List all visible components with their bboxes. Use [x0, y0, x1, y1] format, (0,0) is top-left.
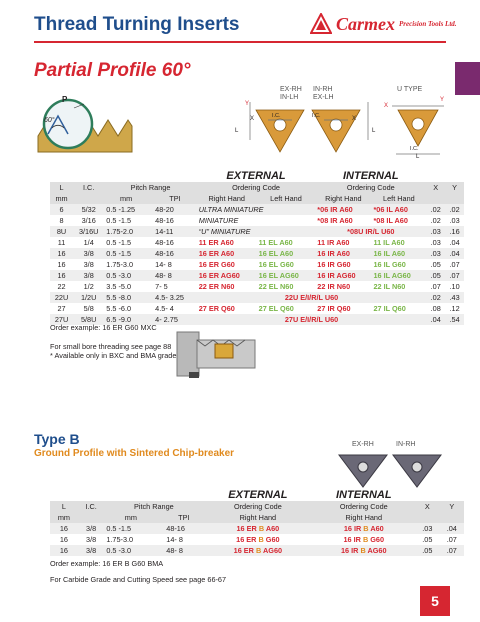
- table-row: [50, 270, 464, 281]
- code-suffix: G60: [263, 535, 280, 544]
- table-row: [50, 248, 464, 259]
- cell-spacer: [157, 545, 164, 556]
- sub-int-right: Right Hand: [325, 194, 362, 203]
- sub-ext-right: Right Hand: [208, 194, 245, 203]
- b-col-l: L: [61, 502, 66, 511]
- section-title-partial-profile: Partial Profile 60°: [34, 60, 191, 81]
- cell-ext-right: 27 ER Q60: [198, 304, 235, 313]
- b-sub-mm: mm: [57, 513, 71, 522]
- table-row: [50, 226, 464, 237]
- label-b-in-rh: IN-RH: [396, 441, 416, 448]
- cell-er-code: [203, 545, 312, 556]
- cell-l: 16: [59, 535, 68, 544]
- b-col-pitch: Pitch Range: [133, 502, 174, 511]
- col-pitch: Pitch Range: [130, 183, 171, 192]
- thread-profile-illustration: [34, 90, 134, 160]
- cell-ic: 1/4: [83, 238, 94, 247]
- cell-y: .12: [449, 304, 460, 313]
- header-rule: [34, 41, 446, 43]
- table-row: [50, 292, 464, 303]
- page-title: Thread Turning Inserts: [34, 14, 240, 35]
- table-row: [50, 534, 464, 545]
- cell-pitch-mm: 1.75-2.0: [106, 227, 134, 236]
- cell-ic: 3/8: [86, 546, 97, 555]
- cell-l: 8U: [56, 227, 67, 236]
- cell-ext-right: 22 ER N60: [198, 282, 235, 291]
- cell-ext-left: 22 EL N60: [258, 282, 294, 291]
- cell-int-left: *06 IL A60: [373, 205, 408, 214]
- cell-y: .07: [446, 535, 457, 544]
- label-ic-right: I.C.: [312, 113, 321, 119]
- cell-y: .03: [449, 216, 460, 225]
- cell-int-right: 22 IR N60: [317, 282, 351, 291]
- cell-ext-left: 27 EL Q60: [258, 304, 294, 313]
- cell-ext-int-code: 22U E/I/R/L U60: [284, 293, 339, 302]
- cell-spacer: [157, 534, 164, 545]
- cell-x: .02: [430, 216, 441, 225]
- code-suffix: A60: [368, 524, 384, 533]
- cell-int-right: 27 IR Q60: [317, 304, 351, 313]
- cell-int-code: *08U IR/L U60: [347, 227, 395, 236]
- cell-int-left: 22 IL N60: [373, 282, 406, 291]
- cell-pitch-mm: 0.5 -3.0: [106, 271, 132, 280]
- code-prefix: 16 IR: [340, 546, 361, 555]
- label-x-right: X: [352, 116, 357, 122]
- b-sub-ext-right: Right Hand: [239, 513, 277, 522]
- note-small-bore: For small bore threading see page 88: [50, 342, 172, 351]
- sub-int-left: Left Hand: [383, 194, 415, 203]
- cell-y: .10: [449, 282, 460, 291]
- cell-x: .03: [430, 238, 441, 247]
- label-ex-lh: EX-LH: [313, 94, 334, 101]
- cell-ic: 3/16: [81, 216, 96, 225]
- cell-pitch-tpi: 48-16: [155, 238, 174, 247]
- cell-int-right: 16 IR G60: [317, 260, 351, 269]
- cell-x: .05: [430, 260, 441, 269]
- cell-ext-left: 16 EL AG60: [258, 271, 299, 280]
- type-b-table: [50, 489, 464, 556]
- col-l: L: [59, 183, 64, 192]
- cell-er-code: [203, 534, 312, 545]
- note-carbide-grade: For Carbide Grade and Cutting Speed see page 66-67: [50, 575, 227, 584]
- cell-ic: 3/8: [83, 260, 94, 269]
- cell-y: .43: [449, 293, 460, 302]
- code-prefix: 16 ER: [236, 535, 259, 544]
- col-x: X: [433, 183, 439, 192]
- cell-pitch-mm: 1.75-3.0: [106, 260, 134, 269]
- cell-int-left: 16 IL AG60: [373, 271, 411, 280]
- table-row: [50, 281, 464, 292]
- cell-ir-code: [312, 545, 415, 556]
- order-example-a: Order example: 16 ER G60 MXC: [50, 323, 157, 332]
- cell-y: .07: [446, 546, 457, 555]
- cell-y: .02: [449, 205, 460, 214]
- col-y: Y: [452, 183, 457, 192]
- partial-profile-table: [50, 170, 464, 325]
- cell-x: .02: [430, 293, 441, 302]
- cell-int-right: 16 IR A60: [317, 249, 350, 258]
- cell-l: 16: [59, 546, 68, 555]
- code-chipbreaker: B: [363, 524, 369, 533]
- cell-pitch-tpi: 48- 8: [166, 546, 183, 555]
- section-subtitle-type-b: Ground Profile with Sintered Chip-breaker: [34, 448, 235, 459]
- cell-y: .54: [449, 315, 460, 324]
- cell-pitch-tpi: 48- 8: [155, 271, 172, 280]
- cell-y: .04: [449, 238, 460, 247]
- cell-pitch-mm: 0.5 -1.5: [106, 249, 132, 258]
- table-row: [50, 259, 464, 270]
- cell-pitch-mm: 0.5 -3.0: [106, 546, 132, 555]
- cell-l: 16: [57, 260, 66, 269]
- label-l-right: L: [372, 128, 376, 134]
- insert-diagram-standard: [232, 100, 382, 158]
- code-chipbreaker: B: [360, 546, 366, 555]
- note-available-grade: * Available only in BXC and BMA grade: [50, 351, 177, 360]
- group-external: EXTERNAL: [226, 170, 286, 182]
- cell-int-right: 16 IR AG60: [317, 271, 356, 280]
- cell-x: .03: [430, 227, 441, 236]
- cell-ext-code: “U” MINIATURE: [198, 227, 251, 236]
- section-title-type-b: Type B: [34, 431, 80, 447]
- cell-int-left: 11 IL A60: [373, 238, 405, 247]
- boring-bar-illustration: [175, 328, 265, 380]
- brand-logo: [310, 12, 457, 36]
- b-group-external: EXTERNAL: [228, 489, 288, 501]
- cell-pitch-tpi: 4- 2.75: [155, 315, 178, 324]
- cell-ext-right: 16 ER AG60: [198, 271, 240, 280]
- cell-pitch-tpi: 48-16: [166, 524, 185, 533]
- col-ordering-ext: Ordering Code: [232, 183, 280, 192]
- cell-ic: 1/2U: [80, 293, 97, 302]
- b-col-y: Y: [449, 502, 455, 511]
- cell-ic: 3/8: [86, 524, 97, 533]
- cell-ext-int-code: 27U E/I/R/L U60: [284, 315, 339, 324]
- table-row: [50, 204, 464, 215]
- label-ic-left: I.C.: [272, 113, 281, 119]
- group-internal: INTERNAL: [343, 170, 399, 182]
- b-col-ordering-ext: Ordering Code: [233, 502, 282, 511]
- cell-y: .07: [449, 260, 460, 269]
- code-prefix: 16 ER: [233, 546, 256, 555]
- cell-x: .07: [430, 282, 441, 291]
- cell-int-right: *06 IR A60: [317, 205, 353, 214]
- b-group-internal: INTERNAL: [335, 489, 392, 501]
- code-chipbreaker: B: [258, 535, 264, 544]
- cell-pitch-tpi: 14- 8: [155, 260, 172, 269]
- cell-x: .04: [430, 315, 441, 324]
- label-ex-rh: EX-RH: [280, 86, 302, 93]
- b-col-x: X: [424, 502, 430, 511]
- type-b-insert-illustration: [335, 451, 445, 489]
- cell-x: .03: [430, 249, 441, 258]
- label-in-rh: IN-RH: [313, 86, 333, 93]
- cell-pitch-tpi: 7- 5: [155, 282, 168, 291]
- code-suffix: G60: [368, 535, 385, 544]
- cell-er-code: [203, 523, 312, 534]
- cell-l: 16: [59, 524, 68, 533]
- cell-x: .05: [430, 271, 441, 280]
- cell-pitch-tpi: 4.5- 4: [155, 304, 174, 313]
- cell-pitch-mm: 0.5 -1.5: [106, 238, 132, 247]
- cell-y: .07: [449, 271, 460, 280]
- cell-ext-code: ULTRA MINIATURE: [198, 205, 264, 214]
- figure-pitch-label: P: [62, 95, 68, 104]
- cell-x: .02: [430, 205, 441, 214]
- code-suffix: A60: [264, 524, 280, 533]
- cell-pitch-mm: 5.5 -8.0: [106, 293, 132, 302]
- code-prefix: 16 IR: [343, 524, 364, 533]
- cell-ir-code: [312, 534, 415, 545]
- b-col-ordering-int: Ordering Code: [339, 502, 388, 511]
- order-example-b: Order example: 16 ER B G60 BMA: [50, 559, 164, 568]
- sub-tpi: TPI: [169, 194, 181, 203]
- cell-l: 16: [57, 249, 66, 258]
- cell-x: .05: [422, 535, 433, 544]
- cell-pitch-tpi: 48-16: [155, 216, 174, 225]
- side-tab: [455, 62, 480, 95]
- sub-ext-left: Left Hand: [270, 194, 302, 203]
- cell-ext-right: 16 ER A60: [198, 249, 235, 258]
- table-row: [50, 215, 464, 226]
- cell-int-left: 16 IL A60: [373, 249, 406, 258]
- cell-l: 11: [57, 238, 66, 247]
- cell-ext-left: 16 EL A60: [258, 249, 294, 258]
- table-row: [50, 523, 464, 534]
- sub-mm: mm: [55, 194, 68, 203]
- table-row: [50, 303, 464, 314]
- cell-l: 27: [57, 304, 66, 313]
- b-sub-mm2: mm: [124, 513, 137, 522]
- cell-ext-right: 11 ER A60: [198, 238, 234, 247]
- cell-ic: 3/8: [86, 535, 97, 544]
- cell-pitch-mm: 1.75-3.0: [106, 535, 134, 544]
- cell-spacer: [157, 523, 164, 534]
- cell-int-left: 27 IL Q60: [373, 304, 406, 313]
- cell-pitch-mm: 3.5 -5.0: [106, 282, 132, 291]
- cell-ic: 1/2: [83, 282, 94, 291]
- cell-y: .04: [449, 249, 460, 258]
- cell-l: 6: [59, 205, 64, 214]
- cell-pitch-mm: 0.5 -1.5: [106, 524, 132, 533]
- cell-ir-code: [312, 523, 415, 534]
- b-sub-int-right: Right Hand: [345, 513, 383, 522]
- cell-int-left: 16 IL G60: [373, 260, 406, 269]
- col-ic: I.C.: [83, 183, 95, 192]
- label-ic-utype: I.C.: [410, 146, 419, 152]
- cell-x: .05: [422, 546, 433, 555]
- label-l-utype: L: [416, 154, 420, 160]
- label-x-utype: X: [384, 103, 389, 109]
- cell-int-left: *08 IL A60: [373, 216, 408, 225]
- cell-pitch-tpi: 4.5- 3.25: [155, 293, 184, 302]
- label-y-left: Y: [245, 101, 250, 107]
- cell-pitch-mm: 0.5 -1.5: [106, 216, 132, 225]
- label-b-ex-rh: EX-RH: [352, 441, 374, 448]
- cell-int-right: 11 IR A60: [317, 238, 350, 247]
- carmex-logo-icon: [310, 13, 332, 35]
- cell-ext-left: 11 EL A60: [258, 238, 293, 247]
- code-prefix: 16 ER: [236, 524, 259, 533]
- cell-int-right: *08 IR A60: [317, 216, 353, 225]
- label-in-lh: IN-LH: [280, 94, 299, 101]
- cell-ext-code: MINIATURE: [198, 216, 239, 225]
- cell-ic: 5/8U: [80, 315, 97, 324]
- figure-angle-label: 60°: [44, 117, 55, 124]
- code-chipbreaker: B: [362, 535, 369, 544]
- cell-ic: 3/8: [83, 271, 94, 280]
- brand-subtitle: Precision Tools Ltd.: [399, 20, 457, 28]
- cell-pitch-mm: 6.5 -9.0: [106, 315, 132, 324]
- cell-ic: 5/32: [81, 205, 96, 214]
- code-chipbreaker: B: [255, 546, 262, 555]
- label-y-utype: Y: [440, 97, 445, 103]
- b-sub-tpi: TPI: [178, 513, 190, 522]
- cell-l: 22U: [54, 293, 69, 302]
- label-u-type: U TYPE: [397, 86, 423, 93]
- code-suffix: AG60: [261, 546, 283, 555]
- cell-x: .03: [422, 524, 433, 533]
- cell-ext-right: 16 ER G60: [198, 260, 235, 269]
- table-row: [50, 545, 464, 556]
- code-suffix: AG60: [365, 546, 387, 555]
- b-col-ic: I.C.: [85, 502, 97, 511]
- cell-pitch-mm: 5.5 -6.0: [106, 304, 132, 313]
- cell-pitch-tpi: 48-16: [155, 249, 174, 258]
- brand-name: Carmex: [336, 13, 396, 34]
- cell-l: 8: [59, 216, 64, 225]
- label-x-left: X: [250, 116, 255, 122]
- cell-l: 22: [57, 282, 66, 291]
- cell-pitch-tpi: 14-11: [155, 227, 174, 236]
- table-row: [50, 237, 464, 248]
- cell-pitch-tpi: 14- 8: [166, 535, 183, 544]
- cell-l: 27U: [54, 315, 69, 324]
- cell-y: .04: [446, 524, 457, 533]
- cell-ic: 3/16U: [78, 227, 99, 236]
- code-chipbreaker: B: [258, 524, 265, 533]
- cell-pitch-mm: 0.5 -1.25: [106, 205, 136, 214]
- label-l-left: L: [235, 128, 239, 134]
- col-ordering-int: Ordering Code: [346, 183, 395, 192]
- cell-l: 16: [57, 271, 66, 280]
- cell-ext-left: 16 EL G60: [258, 260, 294, 269]
- sub-mm2: mm: [119, 194, 133, 203]
- page-number: 5: [420, 586, 450, 616]
- cell-ic: 5/8: [83, 304, 94, 313]
- cell-ic: 3/8: [83, 249, 94, 258]
- cell-y: .16: [449, 227, 460, 236]
- cell-x: .08: [430, 304, 441, 313]
- code-prefix: 16 IR: [343, 535, 363, 544]
- cell-pitch-tpi: 48-20: [155, 205, 174, 214]
